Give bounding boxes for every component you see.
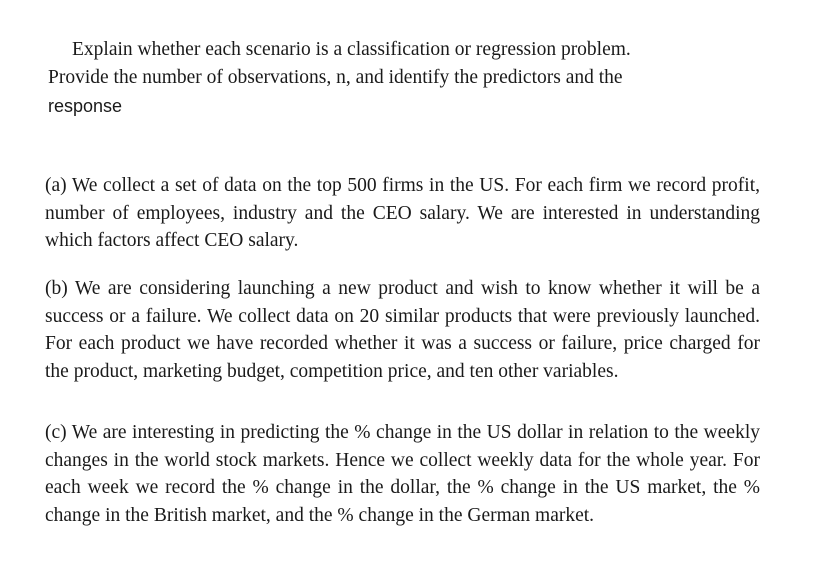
scenario-b-paragraph: (b) We are considering launching a new product and wish to know whether it will be a success or a failure. We collect data on 20 similar products that were previously launched. For each product we have recorded whether it was a success or failure, price charged for the product, marketing budget, competition price, and ten other variables. [45, 278, 760, 382]
instructions-tail-word: response [48, 96, 123, 116]
instructions-text: Explain whether each scenario is a classification or regression problem. Provide the number of observations, n, and identify the predictors and the [48, 39, 631, 88]
scenario-c-paragraph: (c) We are interesting in predicting the % change in the US dollar in relation to the weekly changes in the world stock markets. Hence we collect weekly data for the whole year. For each week we record the % change in the dollar, the % change in the US market, the % change in the British market, and the % change in the German market. [45, 422, 760, 526]
scenario-a-paragraph: (a) We collect a set of data on the top 500 firms in the US. For each firm we record profit, number of employees, industry and the CEO salary. We are interested in understanding which factors affect CEO salary. [45, 175, 760, 251]
instructions-paragraph [48, 36, 648, 121]
